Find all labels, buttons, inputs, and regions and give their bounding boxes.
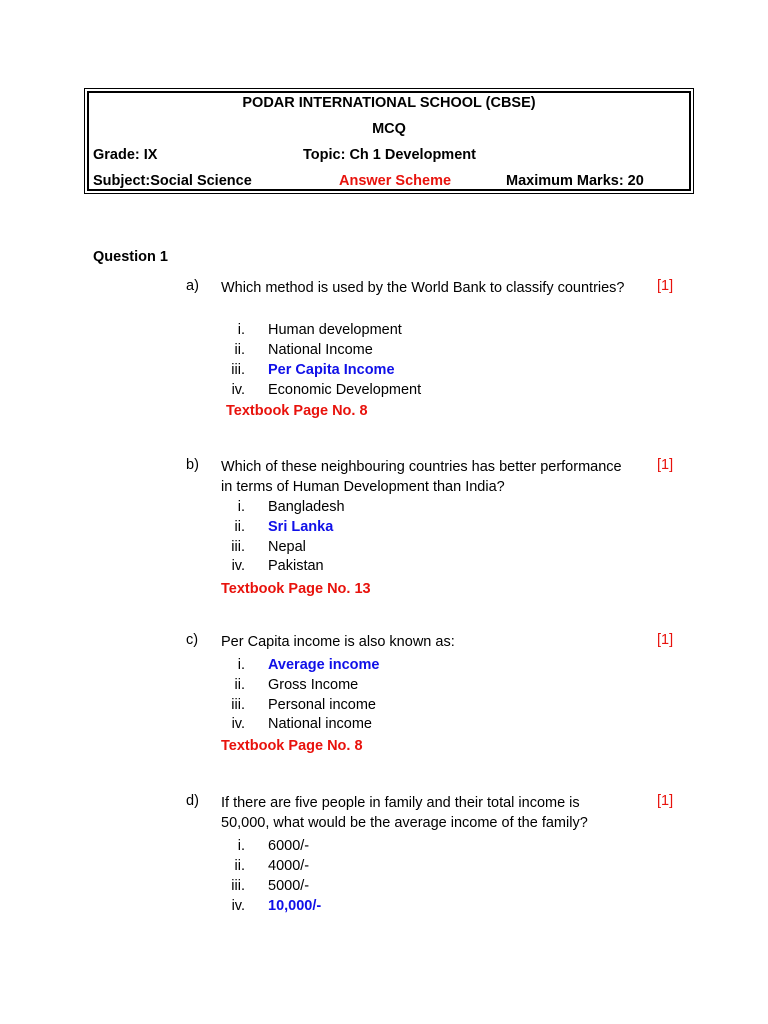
option-number: iii. (231, 362, 245, 378)
option-correct (0, 896, 768, 916)
option-text: 4000/- (268, 858, 310, 874)
option-text: Gross Income (268, 677, 359, 693)
option (0, 556, 768, 576)
option (0, 695, 768, 715)
question-marks: [1] (657, 457, 674, 473)
option-number: ii. (234, 677, 245, 693)
grade-label: Grade: IX (93, 147, 158, 163)
option-text: Pakistan (268, 558, 324, 574)
question-text: If there are five people in family and their total income is 50,000, what would be the average income of the family? (221, 795, 588, 831)
option-text: 5000/- (268, 878, 310, 894)
option-number: iv. (231, 898, 245, 914)
option-number: ii. (234, 342, 245, 358)
option-number: i. (237, 838, 245, 854)
question-letter: b) (186, 457, 199, 473)
question-text: Per Capita income is also known as: (221, 634, 455, 650)
max-marks-label: Maximum Marks: 20 (506, 173, 644, 189)
option-number: i. (237, 499, 245, 515)
option-number: iv. (231, 382, 245, 398)
correct-answer: Per Capita Income (268, 362, 395, 378)
option (0, 497, 768, 517)
paper-type: MCQ (372, 121, 406, 137)
option-text: 6000/- (268, 838, 310, 854)
option-correct (0, 360, 768, 380)
header-box (84, 88, 694, 194)
question-text: Which of these neighbouring countries has better performance in terms of Human Development than India? (221, 459, 622, 495)
option-correct (0, 517, 768, 537)
question-text: Which method is used by the World Bank to classify countries? (221, 280, 625, 296)
option-number: ii. (234, 519, 245, 535)
option-correct (0, 655, 768, 675)
option-number: iv. (231, 716, 245, 732)
question-marks: [1] (657, 278, 674, 294)
answer-scheme-label: Answer Scheme (339, 173, 452, 189)
option (0, 856, 768, 876)
option-number: iii. (231, 539, 245, 555)
option-text: Economic Development (268, 382, 422, 398)
question-heading: Question 1 (93, 249, 168, 265)
option-text: Human development (268, 322, 402, 338)
textbook-reference: Textbook Page No. 13 (221, 581, 371, 597)
option-number: i. (237, 657, 245, 673)
textbook-reference: Textbook Page No. 8 (221, 738, 363, 754)
option-text: Nepal (268, 539, 306, 555)
question-marks: [1] (657, 632, 674, 648)
topic-label: Topic: Ch 1 Development (303, 147, 476, 163)
option (0, 675, 768, 695)
textbook-reference: Textbook Page No. 8 (226, 403, 368, 419)
option (0, 537, 768, 557)
option-text: National income (268, 716, 372, 732)
question-letter: a) (186, 278, 199, 294)
correct-answer: 10,000/- (268, 898, 322, 914)
correct-answer: Sri Lanka (268, 519, 334, 535)
option-text: Bangladesh (268, 499, 345, 515)
header-inner (87, 91, 691, 191)
option-number: iii. (231, 697, 245, 713)
option-text: National Income (268, 342, 373, 358)
option (0, 380, 768, 400)
school-name: PODAR INTERNATIONAL SCHOOL (CBSE) (242, 95, 536, 111)
correct-answer: Average income (268, 657, 380, 673)
option (0, 340, 768, 360)
option-number: ii. (234, 858, 245, 874)
question-marks: [1] (657, 793, 674, 809)
question-letter: c) (186, 632, 199, 648)
option-number: iv. (231, 558, 245, 574)
option-number: iii. (231, 878, 245, 894)
question-letter: d) (186, 793, 199, 809)
option (0, 876, 768, 896)
option (0, 714, 768, 734)
option-number: i. (237, 322, 245, 338)
subject-label: Subject:Social Science (93, 173, 252, 189)
option-text: Personal income (268, 697, 376, 713)
option (0, 320, 768, 340)
option (0, 836, 768, 856)
